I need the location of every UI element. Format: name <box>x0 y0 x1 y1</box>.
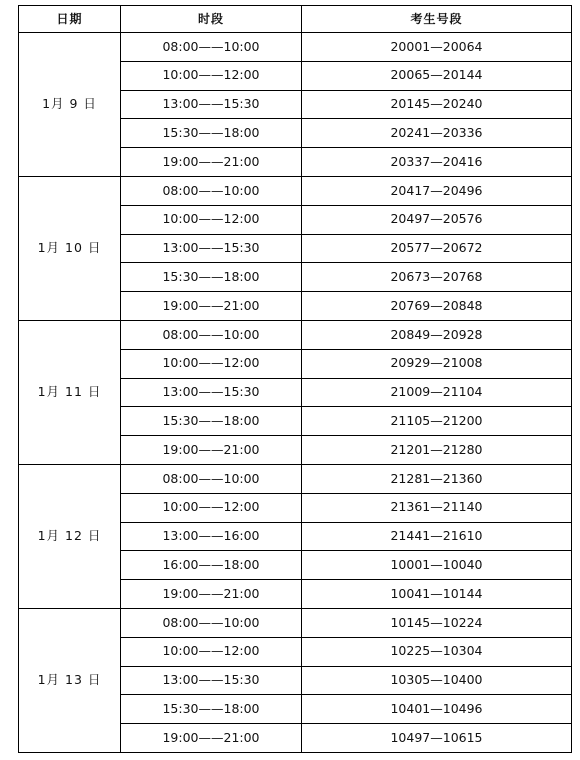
date-cell: 1月 11 日 <box>19 320 121 464</box>
number-range-cell: 10305—10400 <box>302 666 572 695</box>
number-range-cell: 20769—20848 <box>302 292 572 321</box>
number-range-cell: 21009—21104 <box>302 378 572 407</box>
number-range-cell: 20929—21008 <box>302 349 572 378</box>
time-cell: 19:00——21:00 <box>121 148 302 177</box>
number-range-cell: 20337—20416 <box>302 148 572 177</box>
table-body <box>19 33 572 753</box>
table-row <box>19 320 572 349</box>
number-range-cell: 21441—21610 <box>302 522 572 551</box>
table-row <box>19 464 572 493</box>
table-row <box>19 608 572 637</box>
header-time: 时段 <box>121 6 302 33</box>
number-range-cell: 10401—10496 <box>302 695 572 724</box>
table-row <box>19 33 572 62</box>
time-cell: 15:30——18:00 <box>121 119 302 148</box>
number-range-cell: 20497—20576 <box>302 205 572 234</box>
time-cell: 10:00——12:00 <box>121 349 302 378</box>
number-range-cell: 10001—10040 <box>302 551 572 580</box>
number-range-cell: 20417—20496 <box>302 176 572 205</box>
number-range-cell: 10145—10224 <box>302 608 572 637</box>
header-row <box>19 6 572 33</box>
number-range-cell: 10225—10304 <box>302 637 572 666</box>
number-range-cell: 10041—10144 <box>302 580 572 609</box>
time-cell: 13:00——15:30 <box>121 666 302 695</box>
time-cell: 10:00——12:00 <box>121 493 302 522</box>
number-range-cell: 21201—21280 <box>302 436 572 465</box>
time-cell: 13:00——15:30 <box>121 90 302 119</box>
time-cell: 15:30——18:00 <box>121 695 302 724</box>
time-cell: 15:30——18:00 <box>121 407 302 436</box>
time-cell: 19:00——21:00 <box>121 724 302 753</box>
time-cell: 08:00——10:00 <box>121 608 302 637</box>
time-cell: 19:00——21:00 <box>121 292 302 321</box>
table-row <box>19 176 572 205</box>
time-cell: 13:00——16:00 <box>121 522 302 551</box>
time-cell: 15:30——18:00 <box>121 263 302 292</box>
number-range-cell: 21281—21360 <box>302 464 572 493</box>
date-cell: 1月 12 日 <box>19 464 121 608</box>
number-range-cell: 20145—20240 <box>302 90 572 119</box>
number-range-cell: 10497—10615 <box>302 724 572 753</box>
date-cell: 1月 10 日 <box>19 176 121 320</box>
date-cell: 1月 9 日 <box>19 33 121 177</box>
number-range-cell: 20673—20768 <box>302 263 572 292</box>
time-cell: 19:00——21:00 <box>121 436 302 465</box>
number-range-cell: 20241—20336 <box>302 119 572 148</box>
header-date: 日期 <box>19 6 121 33</box>
time-cell: 10:00——12:00 <box>121 61 302 90</box>
time-cell: 08:00——10:00 <box>121 176 302 205</box>
number-range-cell: 21361—21140 <box>302 493 572 522</box>
date-cell: 1月 13 日 <box>19 608 121 752</box>
number-range-cell: 20001—20064 <box>302 33 572 62</box>
time-cell: 10:00——12:00 <box>121 637 302 666</box>
number-range-cell: 20849—20928 <box>302 320 572 349</box>
time-cell: 08:00——10:00 <box>121 464 302 493</box>
time-cell: 08:00——10:00 <box>121 320 302 349</box>
time-cell: 13:00——15:30 <box>121 234 302 263</box>
exam-schedule-table <box>18 5 572 753</box>
time-cell: 16:00——18:00 <box>121 551 302 580</box>
time-cell: 10:00——12:00 <box>121 205 302 234</box>
time-cell: 13:00——15:30 <box>121 378 302 407</box>
number-range-cell: 20577—20672 <box>302 234 572 263</box>
number-range-cell: 20065—20144 <box>302 61 572 90</box>
table-header <box>19 6 572 33</box>
number-range-cell: 21105—21200 <box>302 407 572 436</box>
time-cell: 08:00——10:00 <box>121 33 302 62</box>
header-number-range: 考生号段 <box>302 6 572 33</box>
time-cell: 19:00——21:00 <box>121 580 302 609</box>
